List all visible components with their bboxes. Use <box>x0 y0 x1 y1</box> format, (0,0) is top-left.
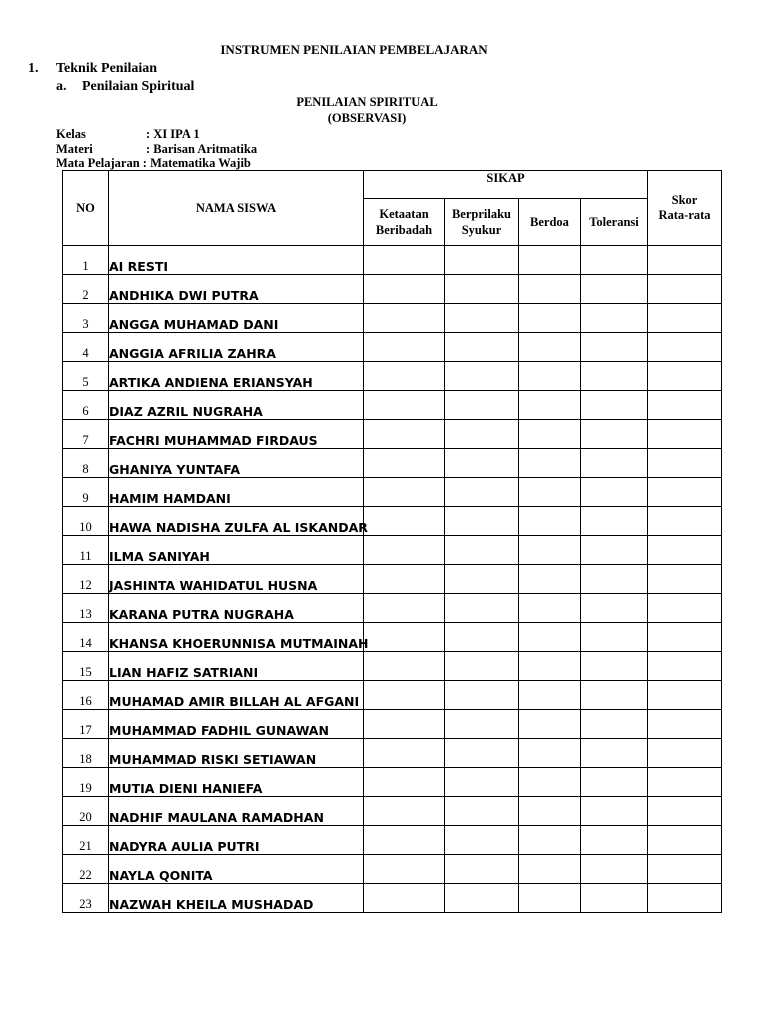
skor-cell[interactable] <box>648 478 722 507</box>
skor-cell[interactable] <box>648 304 722 333</box>
skor-cell[interactable] <box>648 594 722 623</box>
toleransi-cell[interactable] <box>581 478 648 507</box>
meta-mapel-value: : Matematika Wajib <box>142 156 251 170</box>
student-number: 13 <box>63 594 109 623</box>
assessment-table <box>62 170 722 913</box>
skor-cell[interactable] <box>648 362 722 391</box>
berprilaku-cell[interactable] <box>445 768 519 797</box>
skor-cell[interactable] <box>648 855 722 884</box>
header-skor <box>648 171 722 246</box>
berprilaku-cell[interactable] <box>445 884 519 913</box>
berprilaku-cell[interactable] <box>445 246 519 275</box>
student-name: MUHAMMAD RISKI SETIAWAN <box>109 739 364 768</box>
toleransi-cell[interactable] <box>581 768 648 797</box>
skor-cell[interactable] <box>648 536 722 565</box>
skor-cell[interactable] <box>648 565 722 594</box>
berdoa-cell[interactable] <box>519 449 581 478</box>
student-name: HAWA NADISHA ZULFA AL ISKANDAR <box>109 507 364 536</box>
ketaatan-cell[interactable] <box>364 420 445 449</box>
skor-cell[interactable] <box>648 739 722 768</box>
table-row <box>63 797 722 826</box>
meta-kelas-label: Kelas <box>56 127 86 141</box>
meta-mapel <box>56 156 251 171</box>
student-number: 3 <box>63 304 109 333</box>
skor-cell[interactable] <box>648 768 722 797</box>
header-skor-line1: Skor <box>671 193 698 207</box>
student-number: 6 <box>63 391 109 420</box>
berprilaku-cell[interactable] <box>445 420 519 449</box>
header-sikap: SIKAP <box>364 171 648 199</box>
table-row <box>63 623 722 652</box>
ketaatan-cell[interactable] <box>364 565 445 594</box>
berprilaku-cell[interactable] <box>445 710 519 739</box>
berprilaku-cell[interactable] <box>445 797 519 826</box>
table-row <box>63 884 722 913</box>
berprilaku-cell[interactable] <box>445 623 519 652</box>
student-name: ANDHIKA DWI PUTRA <box>109 275 364 304</box>
berprilaku-cell[interactable] <box>445 855 519 884</box>
header-skor-line2: Rata-rata <box>658 208 711 222</box>
skor-cell[interactable] <box>648 884 722 913</box>
ketaatan-cell[interactable] <box>364 797 445 826</box>
ketaatan-cell[interactable] <box>364 362 445 391</box>
berprilaku-cell[interactable] <box>445 333 519 362</box>
section-number: 1. <box>28 61 39 76</box>
toleransi-cell[interactable] <box>581 449 648 478</box>
berprilaku-cell[interactable] <box>445 478 519 507</box>
ketaatan-cell[interactable] <box>364 594 445 623</box>
student-name: NADHIF MAULANA RAMADHAN <box>109 797 364 826</box>
toleransi-cell[interactable] <box>581 594 648 623</box>
skor-cell[interactable] <box>648 449 722 478</box>
berdoa-cell[interactable] <box>519 362 581 391</box>
student-name: KARANA PUTRA NUGRAHA <box>109 594 364 623</box>
student-name: ANGGIA AFRILIA ZAHRA <box>109 333 364 362</box>
student-name: HAMIM HAMDANI <box>109 478 364 507</box>
meta-materi-value: : Barisan Aritmatika <box>146 142 258 156</box>
berdoa-cell[interactable] <box>519 391 581 420</box>
toleransi-cell[interactable] <box>581 710 648 739</box>
berdoa-cell[interactable] <box>519 768 581 797</box>
student-name: ARTIKA ANDIENA ERIANSYAH <box>109 362 364 391</box>
student-number: 20 <box>63 797 109 826</box>
toleransi-cell[interactable] <box>581 420 648 449</box>
ketaatan-cell[interactable] <box>364 855 445 884</box>
skor-cell[interactable] <box>648 275 722 304</box>
toleransi-cell[interactable] <box>581 507 648 536</box>
ketaatan-cell[interactable] <box>364 391 445 420</box>
table-row <box>63 710 722 739</box>
berdoa-cell[interactable] <box>519 739 581 768</box>
ketaatan-cell[interactable] <box>364 333 445 362</box>
berdoa-cell[interactable] <box>519 536 581 565</box>
student-number: 1 <box>63 246 109 275</box>
student-number: 17 <box>63 710 109 739</box>
student-name: MUHAMAD AMIR BILLAH AL AFGANI <box>109 681 364 710</box>
berprilaku-cell[interactable] <box>445 391 519 420</box>
student-number: 8 <box>63 449 109 478</box>
table-row <box>63 391 722 420</box>
berdoa-cell[interactable] <box>519 507 581 536</box>
table-row <box>63 507 722 536</box>
berdoa-cell[interactable] <box>519 304 581 333</box>
student-name: KHANSA KHOERUNNISA MUTMAINAH <box>109 623 364 652</box>
table-row <box>63 826 722 855</box>
berdoa-cell[interactable] <box>519 333 581 362</box>
subsection-title: Penilaian Spiritual <box>82 79 195 94</box>
skor-cell[interactable] <box>648 710 722 739</box>
toleransi-cell[interactable] <box>581 565 648 594</box>
student-number: 22 <box>63 855 109 884</box>
ketaatan-cell[interactable] <box>364 536 445 565</box>
ketaatan-cell[interactable] <box>364 710 445 739</box>
meta-materi <box>56 142 257 157</box>
ketaatan-cell[interactable] <box>364 739 445 768</box>
skor-cell[interactable] <box>648 420 722 449</box>
toleransi-cell[interactable] <box>581 826 648 855</box>
student-name: NAYLA QONITA <box>109 855 364 884</box>
header-berprilaku-syukur <box>445 199 519 246</box>
berprilaku-cell[interactable] <box>445 304 519 333</box>
student-number: 23 <box>63 884 109 913</box>
ketaatan-cell[interactable] <box>364 768 445 797</box>
berprilaku-cell[interactable] <box>445 275 519 304</box>
toleransi-cell[interactable] <box>581 304 648 333</box>
header-toleransi: Toleransi <box>581 199 648 246</box>
berdoa-cell[interactable] <box>519 420 581 449</box>
student-name: MUHAMMAD FADHIL GUNAWAN <box>109 710 364 739</box>
table-row <box>63 681 722 710</box>
assessment-subheading: (OBSERVASI) <box>327 111 407 125</box>
header-ketaatan-beribadah <box>364 199 445 246</box>
student-name: NAZWAH KHEILA MUSHADAD <box>109 884 364 913</box>
table-row <box>63 362 722 391</box>
toleransi-cell[interactable] <box>581 275 648 304</box>
student-number: 7 <box>63 420 109 449</box>
meta-kelas-value: : XI IPA 1 <box>146 127 200 141</box>
student-number: 15 <box>63 652 109 681</box>
table-row <box>63 275 722 304</box>
student-name: AI RESTI <box>109 246 364 275</box>
ketaatan-cell[interactable] <box>364 478 445 507</box>
skor-cell[interactable] <box>648 681 722 710</box>
skor-cell[interactable] <box>648 246 722 275</box>
meta-mapel-label: Mata Pelajaran <box>56 156 140 170</box>
toleransi-cell[interactable] <box>581 681 648 710</box>
berdoa-cell[interactable] <box>519 623 581 652</box>
berprilaku-cell[interactable] <box>445 449 519 478</box>
student-number: 5 <box>63 362 109 391</box>
skor-cell[interactable] <box>648 333 722 362</box>
document-title: INSTRUMEN PENILAIAN PEMBELAJARAN <box>220 42 488 57</box>
toleransi-cell[interactable] <box>581 884 648 913</box>
ketaatan-cell[interactable] <box>364 304 445 333</box>
table-row <box>63 594 722 623</box>
skor-cell[interactable] <box>648 826 722 855</box>
skor-cell[interactable] <box>648 652 722 681</box>
berprilaku-cell[interactable] <box>445 536 519 565</box>
berdoa-cell[interactable] <box>519 710 581 739</box>
berprilaku-cell[interactable] <box>445 826 519 855</box>
section-title: Teknik Penilaian <box>56 61 158 76</box>
meta-kelas <box>56 127 200 142</box>
ketaatan-cell[interactable] <box>364 507 445 536</box>
table-row <box>63 246 722 275</box>
table-row <box>63 333 722 362</box>
toleransi-cell[interactable] <box>581 333 648 362</box>
toleransi-cell[interactable] <box>581 391 648 420</box>
toleransi-cell[interactable] <box>581 797 648 826</box>
student-number: 18 <box>63 739 109 768</box>
table-row <box>63 536 722 565</box>
berdoa-cell[interactable] <box>519 246 581 275</box>
berdoa-cell[interactable] <box>519 855 581 884</box>
table-row <box>63 768 722 797</box>
student-name: MUTIA DIENI HANIEFA <box>109 768 364 797</box>
toleransi-cell[interactable] <box>581 652 648 681</box>
student-name: NADYRA AULIA PUTRI <box>109 826 364 855</box>
student-number: 2 <box>63 275 109 304</box>
toleransi-cell[interactable] <box>581 536 648 565</box>
header-ketaatan-line2: Beribadah <box>375 223 433 237</box>
skor-cell[interactable] <box>648 623 722 652</box>
ketaatan-cell[interactable] <box>364 623 445 652</box>
student-name: ANGGA MUHAMAD DANI <box>109 304 364 333</box>
meta-materi-label: Materi <box>56 142 93 156</box>
student-number: 10 <box>63 507 109 536</box>
berdoa-cell[interactable] <box>519 652 581 681</box>
berdoa-cell[interactable] <box>519 681 581 710</box>
ketaatan-cell[interactable] <box>364 826 445 855</box>
table-row <box>63 565 722 594</box>
berprilaku-cell[interactable] <box>445 681 519 710</box>
student-number: 21 <box>63 826 109 855</box>
header-berprilaku-line1: Berprilaku <box>451 207 512 221</box>
berdoa-cell[interactable] <box>519 275 581 304</box>
table-row <box>63 420 722 449</box>
berdoa-cell[interactable] <box>519 478 581 507</box>
berdoa-cell[interactable] <box>519 594 581 623</box>
student-number: 12 <box>63 565 109 594</box>
table-row <box>63 304 722 333</box>
header-ketaatan-line1: Ketaatan <box>379 207 429 221</box>
toleransi-cell[interactable] <box>581 246 648 275</box>
berdoa-cell[interactable] <box>519 565 581 594</box>
skor-cell[interactable] <box>648 797 722 826</box>
student-number: 19 <box>63 768 109 797</box>
berprilaku-cell[interactable] <box>445 362 519 391</box>
table-row <box>63 652 722 681</box>
student-number: 11 <box>63 536 109 565</box>
student-number: 9 <box>63 478 109 507</box>
berdoa-cell[interactable] <box>519 826 581 855</box>
skor-cell[interactable] <box>648 507 722 536</box>
header-berprilaku-line2: Syukur <box>461 223 502 237</box>
ketaatan-cell[interactable] <box>364 246 445 275</box>
student-name: JASHINTA WAHIDATUL HUSNA <box>109 565 364 594</box>
berprilaku-cell[interactable] <box>445 507 519 536</box>
student-number: 4 <box>63 333 109 362</box>
toleransi-cell[interactable] <box>581 739 648 768</box>
student-number: 16 <box>63 681 109 710</box>
table-row <box>63 478 722 507</box>
student-name: FACHRI MUHAMMAD FIRDAUS <box>109 420 364 449</box>
berprilaku-cell[interactable] <box>445 565 519 594</box>
subsection-letter: a. <box>56 79 67 94</box>
toleransi-cell[interactable] <box>581 855 648 884</box>
ketaatan-cell[interactable] <box>364 681 445 710</box>
student-name: ILMA SANIYAH <box>109 536 364 565</box>
table-row <box>63 449 722 478</box>
berprilaku-cell[interactable] <box>445 652 519 681</box>
header-berdoa: Berdoa <box>519 199 581 246</box>
student-name: GHANIYA YUNTAFA <box>109 449 364 478</box>
ketaatan-cell[interactable] <box>364 275 445 304</box>
student-number: 14 <box>63 623 109 652</box>
berprilaku-cell[interactable] <box>445 739 519 768</box>
student-rows <box>63 246 722 913</box>
ketaatan-cell[interactable] <box>364 652 445 681</box>
assessment-heading: PENILAIAN SPIRITUAL <box>296 95 438 109</box>
ketaatan-cell[interactable] <box>364 449 445 478</box>
student-name: LIAN HAFIZ SATRIANI <box>109 652 364 681</box>
table-row <box>63 739 722 768</box>
berdoa-cell[interactable] <box>519 797 581 826</box>
skor-cell[interactable] <box>648 391 722 420</box>
student-name: DIAZ AZRIL NUGRAHA <box>109 391 364 420</box>
berdoa-cell[interactable] <box>519 884 581 913</box>
ketaatan-cell[interactable] <box>364 884 445 913</box>
berprilaku-cell[interactable] <box>445 594 519 623</box>
toleransi-cell[interactable] <box>581 362 648 391</box>
table-row <box>63 855 722 884</box>
header-nama-siswa: NAMA SISWA <box>109 171 364 246</box>
header-no: NO <box>63 171 109 246</box>
toleransi-cell[interactable] <box>581 623 648 652</box>
